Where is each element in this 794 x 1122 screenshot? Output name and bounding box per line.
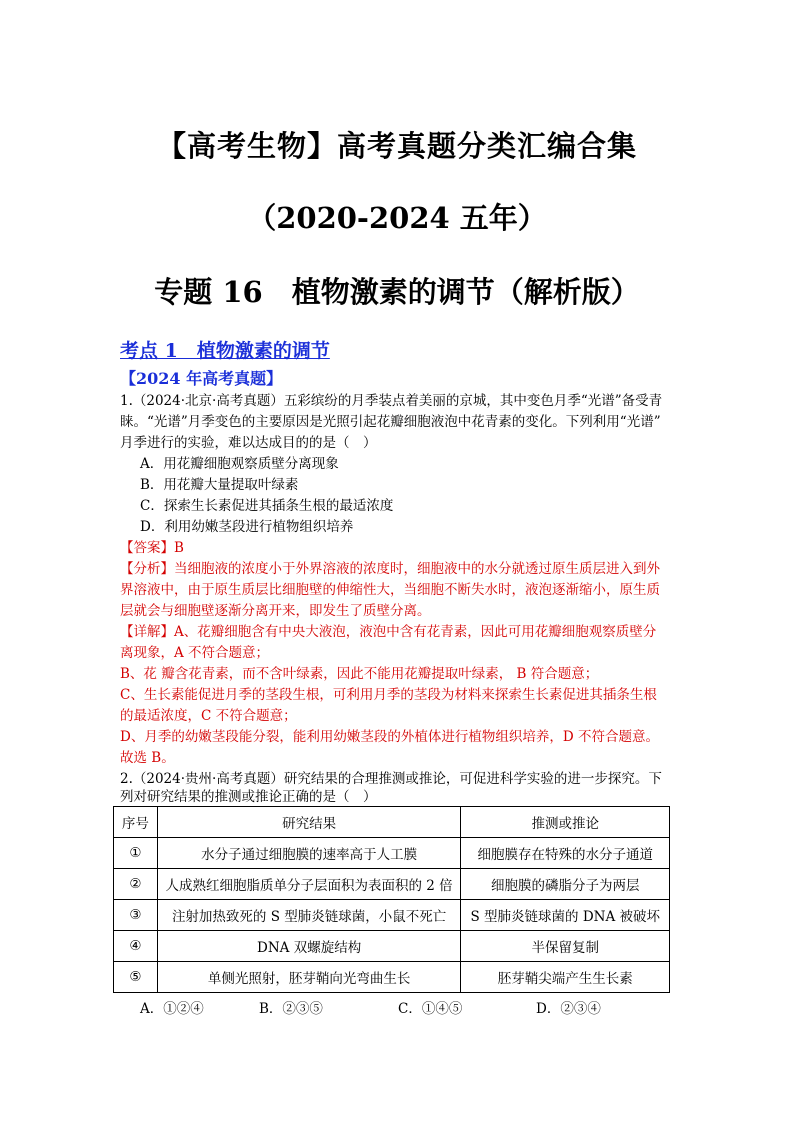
q1-detail-line: D、月季的幼嫩茎段能分裂，能利用幼嫩茎段的外植体进行植物组织培养，D 不符合题意。 bbox=[120, 729, 659, 745]
q1-detail-line: 离现象，A 不符合题意； bbox=[120, 645, 270, 661]
table-cell: ① bbox=[114, 838, 158, 869]
table-header-cell: 推测或推论 bbox=[461, 807, 670, 838]
q1-analysis-line: 层就会与细胞壁逐渐分离开来，即发生了质壁分离。 bbox=[120, 603, 431, 619]
table-cell: ③ bbox=[114, 900, 158, 931]
q1-detail-line: 的最适浓度，C 不符合题意； bbox=[120, 708, 297, 724]
table-row bbox=[114, 900, 670, 931]
table-row bbox=[114, 931, 670, 962]
table-cell: 注射加热致死的 S 型肺炎链球菌，小鼠不死亡 bbox=[157, 900, 461, 931]
q1-detail-line: 【详解】A、花瓣细胞含有中央大液泡，液泡中含有花青素，因此可用花瓣细胞观察质壁分 bbox=[120, 624, 657, 640]
q1-option-a: A．用花瓣细胞观察质壁分离现象 bbox=[140, 456, 339, 472]
q1-stem-line: 月季进行的实验，难以达成目的的是（ ） bbox=[120, 435, 377, 451]
q1-analysis-line: 界溶液中，由于原生质层比细胞壁的伸缩性大，当细胞不断失水时，液泡逐渐缩小，原生质 bbox=[120, 582, 660, 598]
table-header-cell: 序号 bbox=[114, 807, 158, 838]
table-header-row bbox=[114, 807, 670, 838]
q2-stem-line: 2.（2024·贵州·高考真题）研究结果的合理推测或推论，可促进科学实验的进一步探究。下 bbox=[120, 771, 662, 787]
table-cell: ⑤ bbox=[114, 962, 158, 993]
table-cell: DNA 双螺旋结构 bbox=[157, 931, 461, 962]
table-cell: 细胞膜的磷脂分子为两层 bbox=[461, 869, 670, 900]
table-cell: 水分子通过细胞膜的速率高于人工膜 bbox=[157, 838, 461, 869]
q1-detail-line: C、生长素能促进月季的茎段生根，可利用月季的茎段为材料来探索生长素促进其插条生根 bbox=[120, 687, 657, 703]
q1-detail-line: B、花 瓣含花青素，而不含叶绿素，因此不能用花瓣提取叶绿素， B 符合题意； bbox=[120, 666, 599, 682]
table-row bbox=[114, 869, 670, 900]
q1-analysis-line: 【分析】当细胞液的浓度小于外界溶液的浓度时，细胞液中的水分就透过原生质层进入到外 bbox=[120, 561, 660, 577]
year-heading: 【2024 年高考真题】 bbox=[120, 369, 283, 388]
table-row bbox=[114, 962, 670, 993]
table-row bbox=[114, 838, 670, 869]
section-heading: 考点 1 植物激素的调节 bbox=[120, 340, 330, 362]
table-header-cell: 研究结果 bbox=[157, 807, 461, 838]
table-cell: 半保留复制 bbox=[461, 931, 670, 962]
table-cell: ② bbox=[114, 869, 158, 900]
q2-option-d: D．②③④ bbox=[536, 1001, 601, 1017]
q1-detail-line: 故选 B。 bbox=[120, 750, 175, 766]
table-cell: S 型肺炎链球菌的 DNA 被破坏 bbox=[461, 900, 670, 931]
q1-stem-line: 睐。“光谱”月季变色的主要原因是光照引起花瓣细胞液泡中花青素的变化。下列利用“光谱” bbox=[120, 414, 661, 430]
q2-option-b: B．②③⑤ bbox=[259, 1001, 323, 1017]
table-cell: 单侧光照射，胚芽鞘向光弯曲生长 bbox=[157, 962, 461, 993]
table-cell: 胚芽鞘尖端产生生长素 bbox=[461, 962, 670, 993]
q2-option-a: A．①②④ bbox=[140, 1001, 204, 1017]
q2-option-c: C．①④⑤ bbox=[398, 1001, 463, 1017]
doc-subtitle-years: （2020-2024 五年） bbox=[247, 201, 547, 235]
q1-option-b: B．用花瓣大量提取叶绿素 bbox=[140, 477, 299, 493]
q1-answer: 【答案】B bbox=[120, 540, 184, 556]
research-results-table bbox=[113, 806, 670, 993]
q1-option-c: C．探索生长素促进其插条生根的最适浓度 bbox=[140, 498, 394, 514]
table-cell: 人成熟红细胞脂质单分子层面积为表面积的 2 倍 bbox=[157, 869, 461, 900]
q1-stem-line: 1.（2024·北京·高考真题）五彩缤纷的月季装点着美丽的京城，其中变色月季“光谱”备受青 bbox=[120, 393, 663, 409]
q1-option-d: D．利用幼嫩茎段进行植物组织培养 bbox=[140, 519, 354, 535]
doc-topic-title: 专题 16 植物激素的调节（解析版） bbox=[154, 275, 640, 309]
q2-stem-line: 列对研究结果的推测或推论正确的是（ ） bbox=[120, 789, 377, 805]
table-cell: 细胞膜存在特殊的水分子通道 bbox=[461, 838, 670, 869]
doc-title: 【高考生物】高考真题分类汇编合集 bbox=[156, 129, 637, 163]
table-cell: ④ bbox=[114, 931, 158, 962]
